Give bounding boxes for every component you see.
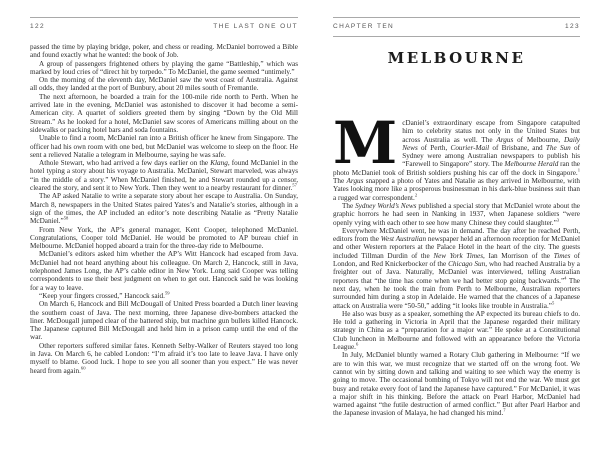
page-right — [333, 17, 580, 418]
text-run: cDaniel’s extraordinary escape from Singapore catapulted him to celebrity status not only in the United States but across Australia as well. The — [402, 119, 580, 144]
endnote-ref: 57 — [292, 182, 297, 188]
endnote-ref: 3 — [556, 217, 560, 223]
italic-text-run: Klang — [210, 159, 228, 168]
text-run: In July, McDaniel bluntly warned a Rotary Club gathering in Melbourne: “If we are to win this war, we must recognize that we started off on the wrong foot. We cannot win by sitting down and talking and waiting to see which way the enemy is going to move. The occasional bombing of Tokyo will not end the war. We must get busy and retake every foot of land the Japanese have captured.” For McDaniel, it was a major shift in his thinking. Before the attack on Pearl Harbor, McDaniel had warned against “the futile destruction of armed conflict.” But after Pearl Harbor and the Japanese invasion of Malaya, he had changed his mind. — [333, 351, 580, 418]
paragraph — [333, 227, 580, 310]
text-run: newspaper held an afternoon reception for McDaniel and other Western reporters at the Palace Hotel in the heart of the city. The guests included Tillman Durdin of the — [333, 235, 580, 260]
running-head-title-right: CHAPTER TEN — [333, 23, 395, 30]
paragraph — [333, 202, 580, 227]
paragraph — [30, 192, 298, 225]
text-run: published a special story that McDaniel wrote about the graphic horrors he had seen in Nanking in 1937, when Japanese soldiers “were openly vying with each other to see how many Chinese they could slaughter.” — [333, 201, 580, 227]
paragraph — [30, 250, 298, 291]
endnote-ref: 7 — [503, 408, 506, 413]
endnote-ref: 59 — [164, 290, 170, 296]
page-body-left — [30, 43, 298, 375]
text-run: , who had reached Australia by a freighter out of Java. Naturally, McDaniel was interviewed, telling Australian reporters that “the time has come when we had better stop going backwards.” — [333, 260, 580, 285]
italic-text-run: The Sun — [545, 143, 571, 152]
italic-text-run: Melbourne Herald — [504, 160, 559, 169]
running-head-title-left: THE LAST ONE OUT — [213, 23, 298, 30]
paragraph — [30, 159, 298, 192]
text-run: The next afternoon, he boarded a train for the 100-mile ride north to Perth. When he arrived late in the evening, McDaniel was astonished to discover it had become a semi-American city. A quartet of soldiers greeted them by singing “Down by the Old Mill Stream.” As he looked for a hotel, McDaniel saw scores of Americans milling about on the sidewalks or packing hotel bars and soda fountains. — [30, 92, 298, 134]
paragraph — [333, 351, 580, 417]
text-run: The AP asked Natalie to write a separate story about her escape to Australia. On Sunday, March 8, newspapers in the United States paired Yates’s and Natalie’s stories, although in a sign of the times, the AP included an editor’s note describing Natalie as “Pretty Natalie McDaniel.” — [30, 192, 298, 226]
endnote-ref: 2 — [414, 192, 418, 198]
text-run: On the morning of the eleventh day, McDaniel saw the west coast of Australia. Against all odds, they landed at the port of Bunbury, about 20 miles south of Fremantle. — [30, 76, 298, 93]
text-run: , found McDaniel in the hotel typing a story about his voyage to Australia. McDaniel, Stewart marveled, was always “in the middle of a story.” When McDaniel finished, he and Stewart rounded up a censor, cleared the story, and sent it to New York. Then they went to a nearby restaurant for dinner. — [30, 159, 298, 193]
paragraph — [30, 342, 298, 375]
text-run: of Sydney were among Australian newspapers to publish his “Farewell to Singapore” story. The — [402, 143, 580, 169]
text-run: , Ian Morrison of the — [483, 251, 554, 260]
endnote-ref: 5 — [551, 300, 555, 306]
text-run: of Brisbane, and — [489, 143, 546, 152]
paragraph — [30, 60, 298, 77]
text-run: McDaniel’s editors asked him whether the AP’s Witt Hancock had escaped from Java. McDaniel had not heard anything about his colleague. On March 2, Hancock, still in Java, telephoned James Long, the AP’s cable editor in New York. Long said Cooper was telling correspondents to use their best judgment on when to get out. Hancock said he was looking for a way to leave. — [30, 250, 298, 292]
paragraph — [30, 134, 298, 159]
endnote-ref: 1 — [577, 167, 580, 173]
text-run: snapped a photo of Yates and Natalie as they arrived in Melbourne, with Yates looking more like a prosperous businessman in his dark-blue business suit than a rugged war correspondent. — [333, 177, 580, 202]
italic-text-run: Sydney World’s News — [355, 201, 417, 210]
text-run: of Perth, — [417, 143, 451, 152]
text-run: A group of passengers frightened others by playing the game “Battleship,” which was marked by loud cries of “direct hit by torpedo.” To McDaniel, the game seemed “untimely.” — [30, 59, 298, 76]
page-number-left: 122 — [30, 23, 46, 30]
running-head-left — [30, 17, 298, 30]
text-run: The next day, when he took the train from Perth to Melbourne, Australian reporters surrounded him during a stop in Adelaide. He warned that the chances of a Japanese attack on Australia were “50-50,” adding “it looks like trouble in Australia.” — [333, 276, 580, 310]
paragraph — [30, 300, 298, 341]
text-run: Athole Stewart, who had arrived a few days earlier on the — [39, 159, 211, 168]
chapter-title: MELBOURNE — [387, 49, 526, 67]
drop-cap: M — [333, 109, 398, 177]
text-run: Other reporters suffered similar fates. Kenneth Selby-Walker of Reuters stayed too long in Java. On March 6, he cabled London: “I’m afraid it’s too late to leave Java. I have only myself to blame. Good luck. I hope to see you all sooner than you expect.” He was never heard from again. — [30, 341, 298, 375]
italic-text-run: Argus — [346, 177, 364, 186]
text-run: of Melbourne, — [513, 135, 565, 144]
text-run: ran the photo McDaniel took of British soldiers pushing his car off the dock in Singapore. — [333, 160, 580, 177]
paragraph — [333, 310, 580, 351]
text-run: Unable to find a room, McDaniel ran into a British officer he knew from Singapore. The officer had his own room with one bed, but McDaniel was welcome to sleep on the floor. He sent a relieved Natalie a telegram in Melbourne, saying he was safe. — [30, 134, 298, 159]
text-run: of London, and Red Knickerbocker of the — [333, 251, 580, 269]
italic-text-run: Argus — [496, 135, 514, 144]
text-run: The — [333, 177, 347, 186]
text-run: Everywhere McDaniel went, he was in demand. The day after he reached Perth, editors from the — [333, 226, 580, 244]
text-run: “Keep your fingers crossed,” Hancock said. — [39, 291, 165, 300]
paragraph — [30, 226, 298, 251]
text-run: passed the time by playing bridge, poker, and chess or reading. McDaniel borrowed a Bible and found exactly what he wanted: the book of Job. — [30, 43, 298, 60]
running-head-right — [333, 17, 580, 37]
italic-text-run: West Australian — [380, 235, 427, 244]
italic-text-run: Chicago Sun — [448, 260, 486, 269]
paragraph — [333, 109, 580, 202]
page-body-right — [333, 109, 580, 418]
endnote-ref: 4 — [564, 275, 567, 281]
italic-text-run: New York Times — [433, 251, 484, 260]
endnote-ref: 6 — [355, 341, 359, 347]
page-number-right: 123 — [564, 23, 580, 30]
italic-text-run: Times — [553, 251, 571, 260]
text-run: He also was busy as a speaker, something the AP expected its bureau chiefs to do. He told a gathering in Victoria in April that the Japanese regarded their military strategy in China as a “preparation for a major war.” He spoke at a Constitutional Club luncheon in Melbourne and followed with an appearance before the Victoria League. — [333, 309, 580, 352]
paragraph — [30, 292, 298, 300]
page-left — [30, 17, 298, 375]
text-run: The — [342, 201, 356, 210]
text-run: On March 6, Hancock and Bill McDougall of United Press boarded a Dutch liner leaving the southern coast of Java. The next morning, three Japanese dive-bombers attacked the liner. McDougall jumped clear of the battered ship, but machine gun bullets killed Hancock. The Japanese captured Bill McDougall and held him in a prison camp until the end of the war. — [30, 300, 298, 342]
paragraph — [30, 43, 298, 60]
text-run: From New York, the AP’s general manager, Kent Cooper, telephoned McDaniel. Congratulations, Cooper told McDaniel. He would be promoted to AP bureau chief in Melbourne. McDaniel hopped aboard a train for the three-day ride to Melbourne. — [30, 225, 298, 251]
paragraph — [30, 76, 298, 93]
italic-text-run: Daily News — [402, 135, 580, 152]
endnote-ref: 60 — [80, 365, 86, 371]
paragraph — [30, 93, 298, 134]
italic-text-run: Courier-Mail — [450, 143, 490, 152]
endnote-ref: 58 — [63, 215, 69, 221]
